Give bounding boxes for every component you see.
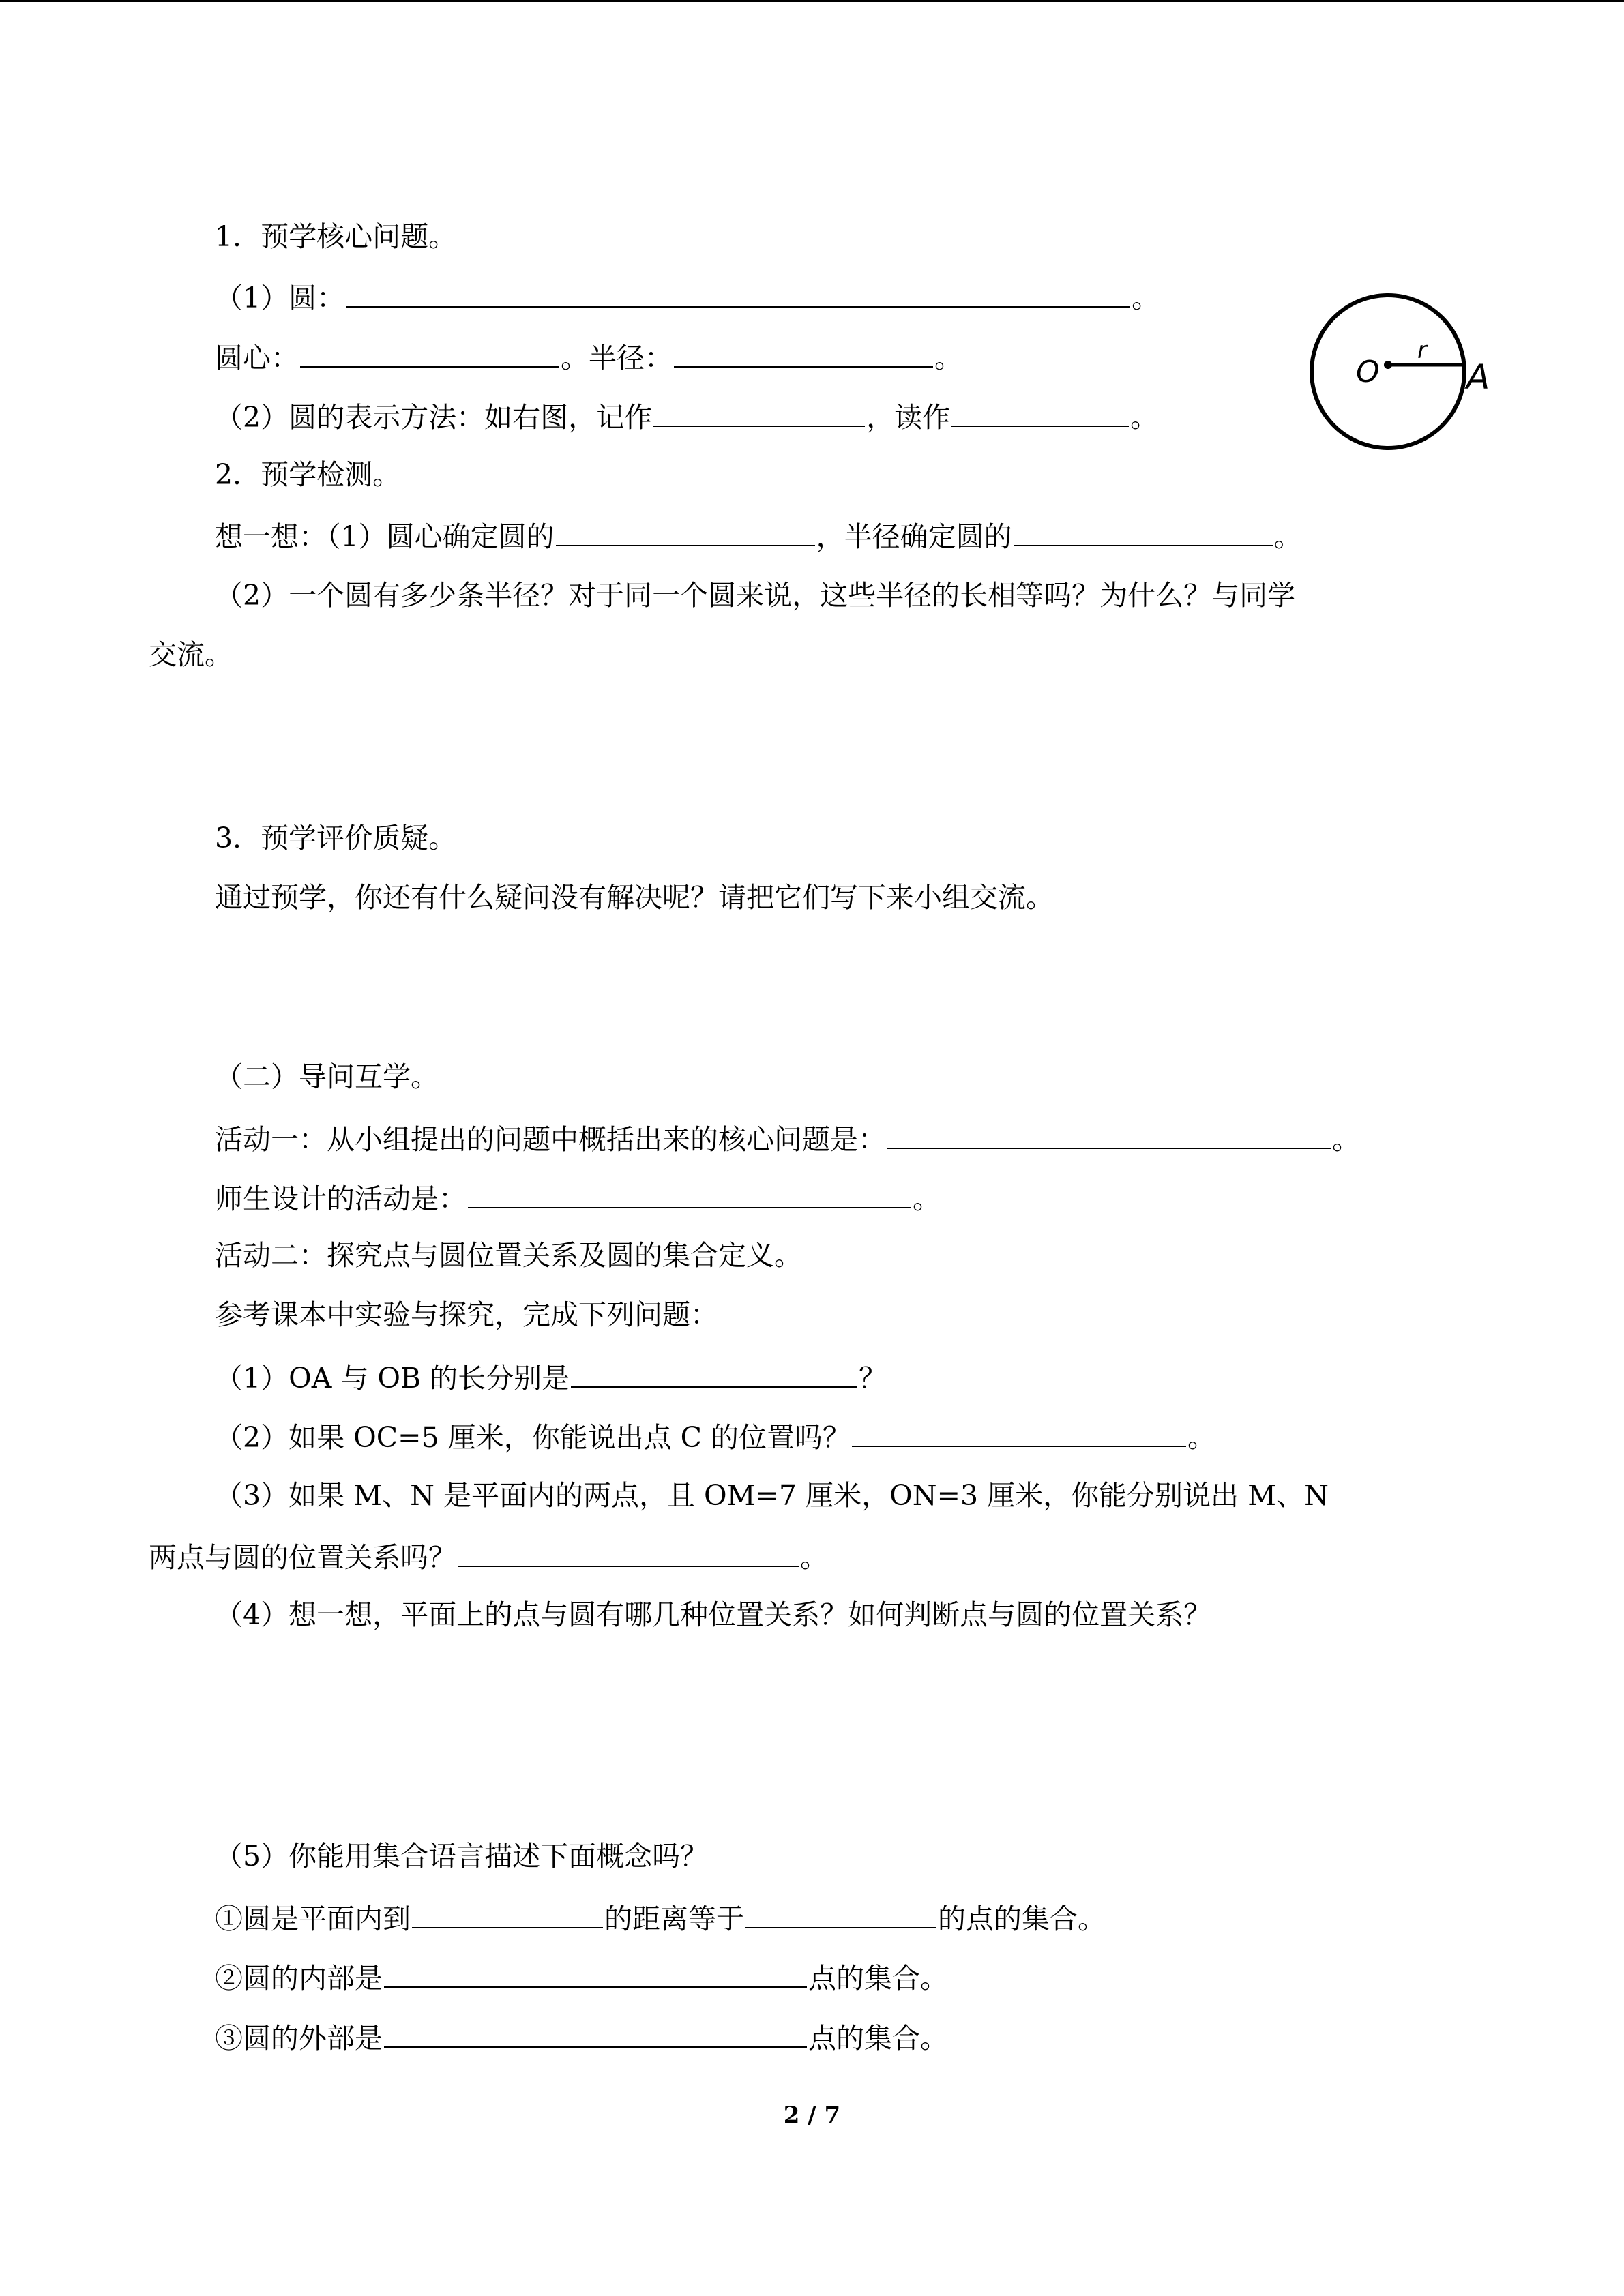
- section1-heading: 1．预学核心问题。: [215, 220, 457, 253]
- page-top-border: [0, 0, 1624, 2]
- radius-question-line1: （2）一个圆有多少条半径？对于同一个圆来说，这些半径的长相等吗？为什么？与同学: [215, 579, 1296, 612]
- center-radius-line: 圆心： 。半径： 。: [215, 335, 962, 376]
- question3-line2: 两点与圆的位置关系吗？ 。: [149, 1534, 828, 1575]
- concept1-line: ①圆是平面内到 的距离等于 的点的集合。: [215, 1896, 1106, 1937]
- section3-heading: 3．预学评价质疑。: [215, 822, 457, 854]
- radius-blank[interactable]: [674, 335, 933, 368]
- page-number: 2 / 7: [783, 2102, 841, 2129]
- notation-blank[interactable]: [653, 394, 865, 427]
- exterior-blank[interactable]: [384, 2015, 807, 2048]
- section3-text: 通过预学，你还有什么疑问没有解决呢？请把它们写下来小组交流。: [215, 881, 1054, 914]
- read-as-blank[interactable]: [951, 394, 1129, 427]
- activity1-line: 活动一：从小组提出的问题中概括出来的核心问题是： 。: [215, 1116, 1360, 1157]
- concept3-line: ③圆的外部是 点的集合。: [215, 2015, 948, 2056]
- designed-activity-line: 师生设计的活动是： 。: [215, 1176, 941, 1217]
- radius-question-line2: 交流。: [149, 638, 233, 671]
- label-a: A: [1466, 357, 1490, 397]
- circle-outline: [1312, 295, 1464, 448]
- center-blank[interactable]: [300, 335, 559, 368]
- interior-blank[interactable]: [384, 1955, 807, 1988]
- mn-position-blank[interactable]: [458, 1534, 799, 1567]
- circle-definition-line: （1）圆： 。: [215, 275, 1160, 316]
- circle-figure: [1303, 286, 1507, 457]
- oa-ob-blank[interactable]: [571, 1355, 857, 1388]
- question3-line1: （3）如果 M、N 是平面内的两点，且 OM=7 厘米，ON=3 厘米，你能分别说出 M、N: [215, 1479, 1329, 1512]
- fixed-length-blank[interactable]: [745, 1896, 936, 1928]
- question4-line: （4）想一想，平面上的点与圆有哪几种位置关系？如何判断点与圆的位置关系？: [215, 1598, 1212, 1631]
- radius-determines-blank[interactable]: [1014, 513, 1273, 546]
- think-line: 想一想：（1）圆心确定圆的 ，半径确定圆的 。: [215, 513, 1302, 554]
- circle-definition-blank[interactable]: [346, 275, 1130, 308]
- designed-activity-blank[interactable]: [468, 1176, 911, 1208]
- question2-line: （2）如果 OC=5 厘米，你能说出点 C 的位置吗？ 。: [215, 1414, 1215, 1455]
- fixed-point-blank[interactable]: [412, 1896, 603, 1928]
- concept2-line: ②圆的内部是 点的集合。: [215, 1955, 948, 1996]
- notation-line: （2）圆的表示方法：如右图，记作 ，读作 。: [215, 394, 1158, 435]
- point-c-blank[interactable]: [852, 1414, 1186, 1447]
- label-r: r: [1417, 337, 1427, 364]
- reference-line: 参考课本中实验与探究，完成下列问题：: [215, 1298, 718, 1331]
- activity2-line: 活动二：探究点与圆位置关系及圆的集合定义。: [215, 1239, 802, 1272]
- core-question-blank[interactable]: [887, 1116, 1331, 1149]
- center-determines-blank[interactable]: [556, 513, 815, 546]
- label-o: O: [1356, 355, 1380, 389]
- question1-line: （1）OA 与 OB 的长分别是 ？: [215, 1355, 887, 1396]
- section2-heading: 2．预学检测。: [215, 458, 401, 491]
- question5-line: （5）你能用集合语言描述下面概念吗？: [215, 1840, 709, 1873]
- part2-heading: （二）导问互学。: [215, 1060, 439, 1093]
